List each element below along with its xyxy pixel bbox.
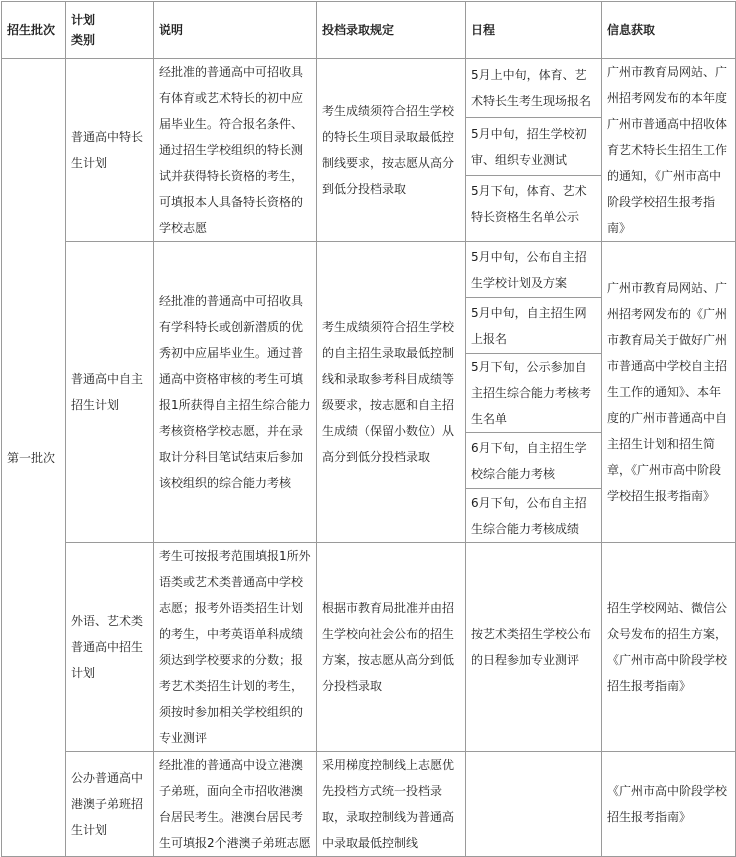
rule-cell: 考生成绩须符合招生学校的自主招生录取最低控制线和录取参考科目成绩等级要求，按志愿和自主招生成绩（保留小数位）从高分到低分投档录取 — [317, 242, 466, 543]
schedule-cell: 按艺术类招生学校公布的日程参加专业测评 — [466, 543, 602, 752]
rule-cell: 采用梯度控制线上志愿优先投档方式统一投档录取，录取控制线为普通高中录取最低控制线 — [317, 752, 466, 857]
info-cell: 广州市教育局网站、广州招考网发布的《广州市教育局关于做好广州市普通高中学校自主招生工作的通知》、本年度的广州市普通高中自主招生计划和招生简章，《广州市高中阶段学校招生报考指南》 — [602, 242, 736, 543]
desc-cell: 考生可按报考范围填报1所外语类或艺术类普通高中学校志愿；报考外语类招生计划的考生，中考英语单科成绩须达到学校要求的分数；报考艺术类招生计划的考生，须按时参加相关学校组织的专业测评 — [154, 543, 317, 752]
header-schedule: 日程 — [466, 2, 602, 59]
header-plan-line1: 计划 — [71, 13, 96, 27]
header-row — [2, 2, 736, 59]
schedule-item: 6月下旬，公布自主招生综合能力考核成绩 — [471, 495, 587, 536]
schedule-cell — [466, 752, 602, 857]
info-cell: 《广州市高中阶段学校招生报考指南》 — [602, 752, 736, 857]
admission-table — [1, 1, 736, 857]
table-row — [2, 242, 736, 543]
rule-cell: 考生成绩须符合招生学校的特长生项目录取最低控制线要求，按志愿从高分到低分投档录取 — [317, 59, 466, 242]
batch-cell: 第一批次 — [2, 59, 66, 857]
desc-cell: 经批准的普通高中可招收具有学科特长或创新潜质的优秀初中应届毕业生。通过普通高中资格审核的考生可填报1所获得自主招生综合能力考核资格学校志愿，并在录取计分科目笔试结束后参加该校组织的综合能力考核 — [154, 242, 317, 543]
schedule-cell — [466, 242, 602, 543]
schedule-item: 5月中旬，自主招生网上报名 — [466, 298, 601, 354]
schedule-item: 6月下旬，自主招生学校综合能力考核 — [466, 433, 601, 489]
desc-cell: 经批准的普通高中可招收具有体育或艺术特长的初中应届毕业生。符合报名条件、通过招生学校组织的特长测试并获得特长资格的考生，可填报本人具备特长资格的学校志愿 — [154, 59, 317, 242]
schedule-cell — [466, 59, 602, 242]
schedule-item: 5月中旬，公布自主招生学校计划及方案 — [466, 242, 601, 298]
info-cell: 招生学校网站、微信公众号发布的招生方案，《广州市高中阶段学校招生报考指南》 — [602, 543, 736, 752]
plan-cell: 公办普通高中港澳子弟班招生计划 — [66, 752, 154, 857]
header-batch: 招生批次 — [2, 2, 66, 59]
header-plan — [66, 2, 154, 59]
header-plan-line2: 类别 — [71, 33, 96, 47]
schedule-item: 5月下旬，体育、艺术特长资格生名单公示 — [471, 184, 587, 224]
plan-cell: 普通高中自主招生计划 — [66, 242, 154, 543]
header-info: 信息获取 — [602, 2, 736, 59]
header-rule: 投档录取规定 — [317, 2, 466, 59]
schedule-item: 5月中旬，招生学校初审、组织专业测试 — [466, 118, 601, 176]
desc-cell: 经批准的普通高中设立港澳子弟班，面向全市招收港澳台居民考生。港澳台居民考生可填报2个港澳子弟班志愿 — [154, 752, 317, 857]
info-cell: 广州市教育局网站、广州招考网发布的本年度广州市普通高中招收体育艺术特长生招生工作的通知，《广州市高中阶段学校招生报考指南》 — [602, 59, 736, 242]
header-desc: 说明 — [154, 2, 317, 59]
rule-cell: 根据市教育局批准并由招生学校向社会公布的招生方案，按志愿从高分到低分投档录取 — [317, 543, 466, 752]
schedule-item: 5月下旬，公示参加自主招生综合能力考核考生名单 — [466, 354, 601, 433]
table-row — [2, 752, 736, 857]
plan-cell: 外语、艺术类普通高中招生计划 — [66, 543, 154, 752]
schedule-item: 5月上中旬，体育、艺术特长生考生现场报名 — [466, 59, 601, 118]
plan-cell: 普通高中特长生计划 — [66, 59, 154, 242]
table-row — [2, 543, 736, 752]
table-row — [2, 59, 736, 242]
